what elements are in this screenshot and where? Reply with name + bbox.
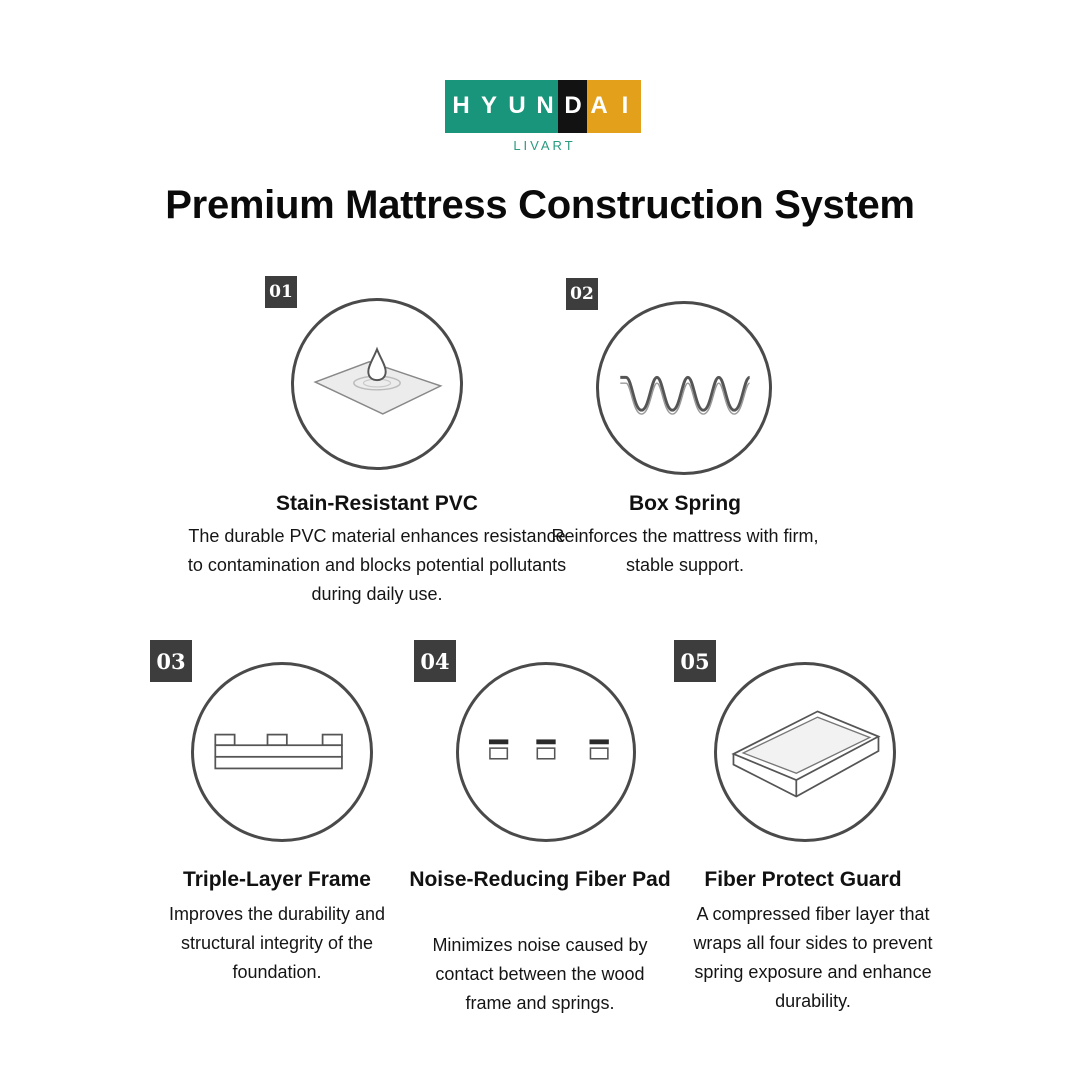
feature-number-badge: 05: [674, 640, 716, 682]
layered-frame-icon: [191, 662, 373, 842]
feature-description: A compressed fiber layer that wraps all four sides to prevent spring exposure and enhance durability.: [693, 904, 933, 1011]
feature-number-badge: 04: [414, 640, 456, 682]
fiber-pads-icon: [456, 662, 636, 842]
water-drop-on-sheet-icon: [291, 298, 463, 470]
feature-description: Improves the durability and structural integrity of the foundation.: [168, 904, 386, 982]
logo-letter: Y: [480, 92, 497, 119]
page-title: Premium Mattress Construction System: [165, 183, 915, 227]
logo-letter: U: [508, 92, 526, 119]
feature-number-badge: 03: [150, 640, 192, 682]
spring-coil-icon: [596, 301, 772, 475]
logo-letter: D: [564, 92, 582, 119]
frame-tray-icon: [714, 662, 896, 842]
feature-number-badge: 02: [566, 278, 598, 310]
feature-title: Box Spring: [628, 492, 741, 515]
brand-logo: [445, 80, 641, 153]
feature-description: Minimizes noise caused by contact between the wood frame and springs.: [432, 935, 648, 1013]
logo-letter: A: [590, 92, 608, 119]
feature-title: Triple-Layer Frame: [183, 868, 371, 891]
feature-description: Reinforces the mattress with firm, stable support.: [551, 526, 819, 575]
feature-title: Fiber Protect Guard: [704, 868, 902, 891]
logo-letter: H: [452, 92, 470, 119]
logo-letter: I: [621, 92, 629, 119]
logo-letter: N: [536, 92, 554, 119]
logo-wordmark: [445, 80, 641, 133]
feature-description: The durable PVC material enhances resistance to contamination and blocks potential pollutants during daily use.: [187, 526, 567, 604]
feature-title: Noise-Reducing Fiber Pad: [409, 868, 671, 891]
feature-title: Stain-Resistant PVC: [276, 492, 478, 515]
logo-subtitle: LIVART: [513, 138, 576, 153]
feature-number-badge: 01: [265, 276, 297, 308]
